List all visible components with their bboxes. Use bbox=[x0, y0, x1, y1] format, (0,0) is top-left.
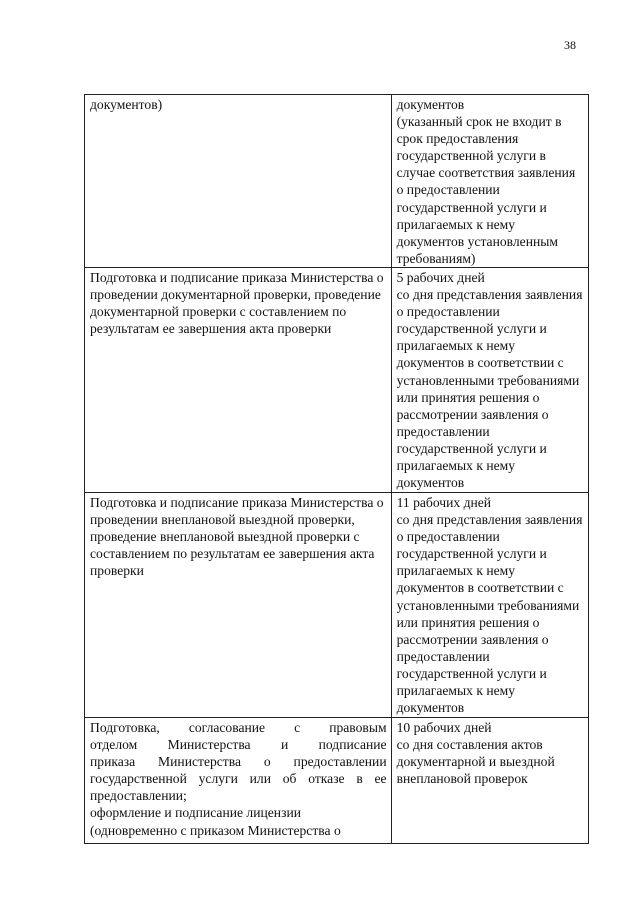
table-cell-procedure: документов) bbox=[85, 95, 392, 268]
text-line: государственной услуги или об отказе в ее bbox=[90, 771, 387, 787]
table-row bbox=[85, 268, 589, 493]
text-line: (одновременно с приказом Министерства о bbox=[90, 822, 341, 838]
table-cell-procedure bbox=[85, 718, 392, 844]
table-cell-deadline: 10 рабочих дней со дня составления актов документарной и выездной внеплановой проверок bbox=[391, 718, 588, 844]
table-row bbox=[85, 493, 589, 718]
text-line: приказа Министерства о предоставлении bbox=[90, 754, 387, 770]
text-line: предоставлении; bbox=[90, 788, 187, 804]
table-row bbox=[85, 95, 589, 268]
table-cell-procedure: Подготовка и подписание приказа Министерства о проведении внеплановой выездной проверки, проведение внеплановой выездной проверки с составлением по результатам ее завершения акта проверки bbox=[85, 493, 392, 718]
procedure-timeline-table bbox=[84, 94, 589, 844]
text-line: Подготовка, согласование с правовым bbox=[90, 720, 387, 735]
table-cell-procedure: Подготовка и подписание приказа Министерства о проведении документарной проверки, проведение документарной проверки с составлением по результатам ее завершения акта проверки bbox=[85, 268, 392, 493]
table-cell-deadline: 11 рабочих дней со дня представления заявления о предоставлении государственной услуги и прилагаемых к нему документов в соответствии с установленными требованиями или принятия решения о рассмотрении заявления о предоставлении государственной услуги и прилагаемых к нему документов bbox=[391, 493, 588, 718]
table-row bbox=[85, 718, 589, 844]
text-line: оформление и подписание лицензии bbox=[90, 805, 301, 821]
text-line: отделом Министерства и подписание bbox=[90, 737, 387, 753]
page-number: 38 bbox=[564, 38, 576, 52]
table-cell-deadline: 5 рабочих дней со дня представления заявления о предоставлении государственной услуги и прилагаемых к нему документов в соответствии с установленными требованиями или принятия решения о рассмотрении заявления о предоставлении государственной услуги и прилагаемых к нему документов bbox=[391, 268, 588, 493]
table-cell-deadline: документов (указанный срок не входит в срок предоставления государственной услуги в случае соответствия заявления о предоставлении государственной услуги и прилагаемых к нему документов установленным требованиям) bbox=[391, 95, 588, 268]
